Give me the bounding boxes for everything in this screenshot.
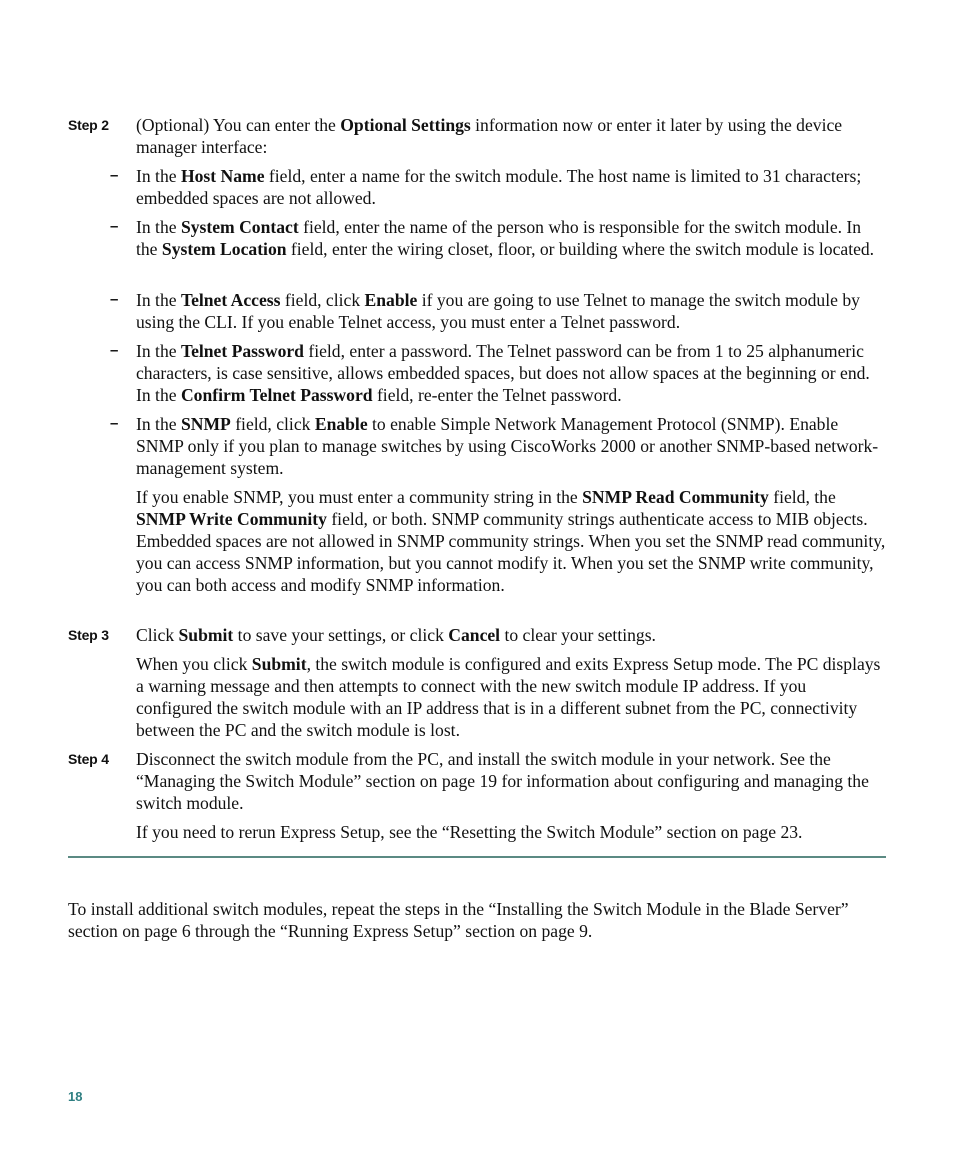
bullet-dash: –: [110, 218, 119, 235]
bullet-telnet-password: In the Telnet Password field, enter a password. The Telnet password can be from 1 to 25 alphanumeric characters, is case sensitive, allows embedded spaces, but does not allow spaces at the beginning or end. In the Confirm Telnet Password field, re-enter the Telnet password.: [136, 341, 870, 405]
step-2-intro: (Optional) You can enter the Optional Settings information now or enter it later by using the device manager interface:: [136, 115, 843, 157]
bullet-dash: –: [110, 342, 119, 359]
step-3-note: When you click Submit, the switch module is configured and exits Express Setup mode. The PC displays a warning message and then attempts to connect with the new switch module IP address. If you configured the switch module with an IP address that is in a different subnet from the PC, connectivity between the PC and the switch module is lost.: [136, 654, 881, 740]
bullet-dash: –: [110, 167, 119, 184]
bullet-host-name: In the Host Name field, enter a name for the switch module. The host name is limited to 31 characters; embedded spaces are not allowed.: [136, 166, 862, 208]
bullet-dash: –: [110, 415, 119, 432]
step-2-label: Step 2: [68, 117, 109, 133]
bullet-system-contact: In the System Contact field, enter the name of the person who is responsible for the switch module. In the System Location field, enter the wiring closet, floor, or building where the switch module is located.: [136, 217, 875, 259]
bullet-telnet-access: In the Telnet Access field, click Enable if you are going to use Telnet to manage the switch module by using the CLI. If you enable Telnet access, you must enter a Telnet password.: [136, 290, 860, 332]
step-3-text: Click Submit to save your settings, or click Cancel to clear your settings.: [136, 625, 656, 645]
bullet-dash: –: [110, 291, 119, 308]
section-rule: [68, 856, 886, 858]
step-4-note: If you need to rerun Express Setup, see the “Resetting the Switch Module” section on page 23.: [136, 822, 803, 842]
snmp-community-note: If you enable SNMP, you must enter a community string in the SNMP Read Community field, the SNMP Write Community field, or both. SNMP community strings authenticate access to MIB objects. Embedded spaces are not allowed in SNMP community strings. When you set the SNMP read community, you can access SNMP information, but you cannot modify it. When you set the SNMP write community, you can both access and modify SNMP information.: [136, 487, 886, 595]
step-4-text: Disconnect the switch module from the PC, and install the switch module in your network. See the “Managing the Switch Module” section on page 19 for information about configuring and managing the switch module.: [136, 749, 869, 813]
step-3-label: Step 3: [68, 627, 109, 643]
closing-paragraph: To install additional switch modules, repeat the steps in the “Installing the Switch Module in the Blade Server” section on page 6 through the “Running Express Setup” section on page 9.: [68, 899, 849, 941]
bullet-snmp: In the SNMP field, click Enable to enable Simple Network Management Protocol (SNMP). Enable SNMP only if you plan to manage switches by using CiscoWorks 2000 or another SNMP-based network-management system.: [136, 414, 879, 478]
step-4-label: Step 4: [68, 751, 109, 767]
page-number: 18: [68, 1089, 83, 1104]
